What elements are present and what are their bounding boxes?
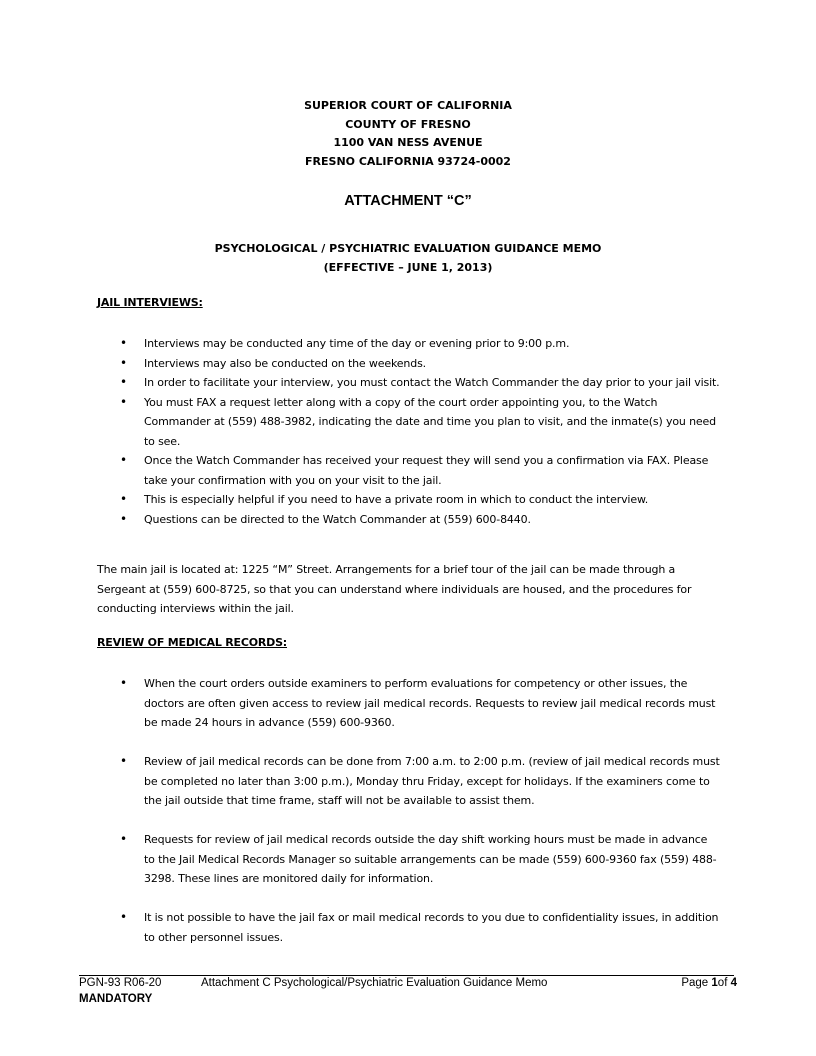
medical-records-list bbox=[120, 674, 720, 967]
footer-title: Attachment C Psychological/Psychiatric Evaluation Guidance Memo bbox=[201, 977, 548, 989]
memo-effective-date: (EFFECTIVE – JUNE 1, 2013) bbox=[323, 260, 493, 274]
form-code: PGN-93 R06-20 bbox=[79, 977, 162, 989]
list-item: • Once the Watch Commander has received your request they will send you a confirmation via FAX. Please take your confirmation with you on your visit to the jail. bbox=[120, 451, 720, 490]
page-label: Page bbox=[681, 977, 712, 989]
page-number bbox=[681, 977, 737, 989]
jail-location-paragraph: The main jail is located at: 1225 “M” Street. Arrangements for a brief tour of the jail can be made through a Sergeant at (559) 600-8725, so that you can understand where individuals are housed, and the procedures for conducting interviews within the jail. bbox=[97, 563, 692, 615]
list-item: • In order to facilitate your interview, you must contact the Watch Commander the day prior to your jail visit. bbox=[120, 373, 720, 393]
footer-divider bbox=[79, 975, 734, 976]
street-address: 1100 VAN NESS AVENUE bbox=[333, 136, 483, 150]
list-item: • It is not possible to have the jail fax or mail medical records to you due to confidentiality issues, in addition to other personnel issues. bbox=[120, 908, 720, 947]
page-footer bbox=[79, 977, 737, 1005]
mandatory-label: MANDATORY bbox=[79, 993, 153, 1005]
jail-interviews-list bbox=[120, 334, 720, 529]
page-of: of bbox=[717, 977, 731, 989]
jail-interviews-heading: JAIL INTERVIEWS: bbox=[97, 296, 203, 309]
attachment-title: ATTACHMENT “C” bbox=[344, 193, 472, 209]
county-name: COUNTY OF FRESNO bbox=[345, 117, 471, 131]
memo-title: PSYCHOLOGICAL / PSYCHIATRIC EVALUATION GUIDANCE MEMO bbox=[214, 242, 602, 255]
list-item: • Review of jail medical records can be done from 7:00 a.m. to 2:00 p.m. (review of jail medical records must be completed no later than 3:00 p.m.), Monday thru Friday, except for holidays. If the examiners come to the jail outside that time frame, staff will not be available to assist them. bbox=[120, 752, 720, 811]
list-item: • This is especially helpful if you need to have a private room in which to conduct the interview. bbox=[120, 490, 720, 510]
list-item: • You must FAX a request letter along with a copy of the court order appointing you, to the Watch Commander at (559) 488-3982, indicating the date and time you plan to visit, and the inmate(s) you need to see. bbox=[120, 393, 720, 452]
city-state-zip: FRESNO CALIFORNIA 93724-0002 bbox=[305, 154, 511, 168]
medical-records-heading: REVIEW OF MEDICAL RECORDS: bbox=[97, 636, 288, 649]
court-header bbox=[0, 97, 816, 171]
list-item: • When the court orders outside examiners to perform evaluations for competency or other issues, the doctors are often given access to review jail medical records. Requests to review jail medical records must be made 24 hours in advance (559) 600-9360. bbox=[120, 674, 720, 733]
court-name: SUPERIOR COURT OF CALIFORNIA bbox=[304, 99, 512, 112]
memo-title-block bbox=[0, 240, 816, 277]
page-total: 4 bbox=[730, 977, 737, 989]
list-item: • Questions can be directed to the Watch Commander at (559) 600-8440. bbox=[120, 510, 720, 530]
list-item: • Interviews may be conducted any time of the day or evening prior to 9:00 p.m. bbox=[120, 334, 720, 354]
list-item: • Requests for review of jail medical records outside the day shift working hours must be made in advance to the Jail Medical Records Manager so suitable arrangements can be made (559) 600-9360 fax (559) 488-3298. These lines are monitored daily for information. bbox=[120, 830, 720, 889]
list-item: • Interviews may also be conducted on the weekends. bbox=[120, 354, 720, 374]
page-current: 1 bbox=[711, 977, 718, 989]
